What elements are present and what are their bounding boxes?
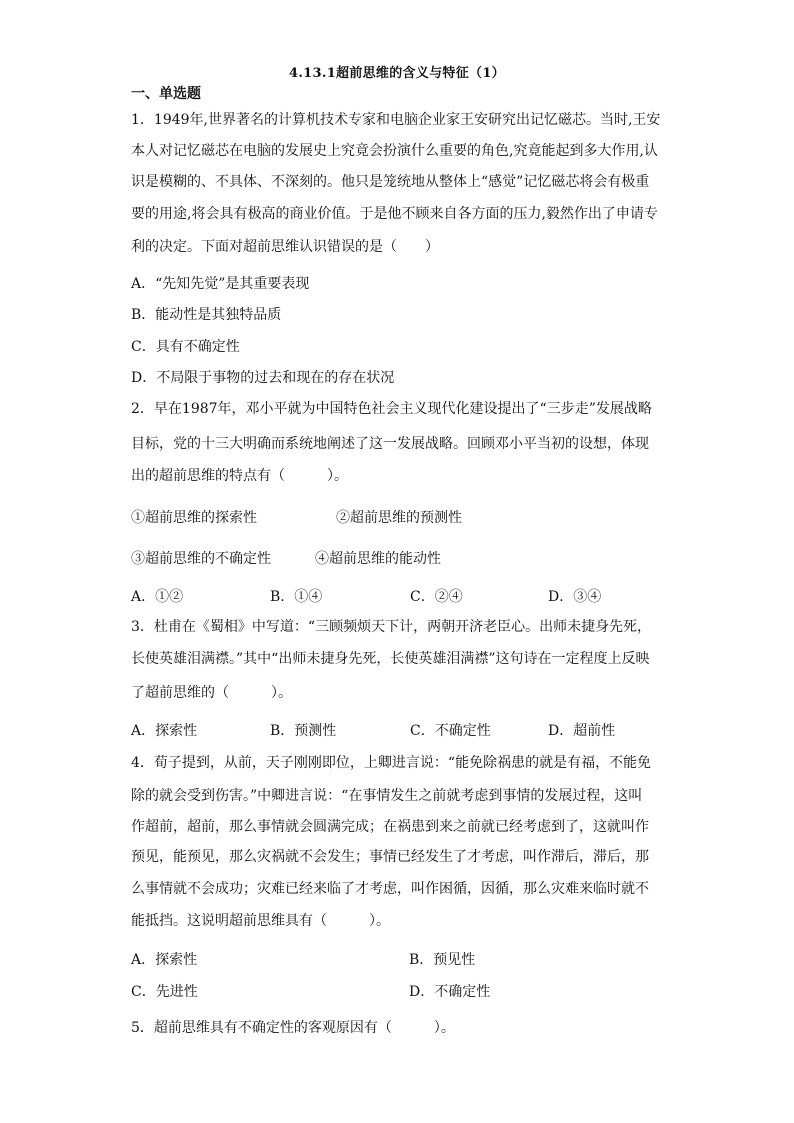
q3-stem-line: 3．杜甫在《蜀相》中写道：“三顾频烦天下计，两朝开济老臣心。出师未捷身先死，	[131, 619, 652, 635]
q2-option-d: D．③④	[548, 589, 602, 605]
q4-stem-line: 么事情就不会成功；灾难已经来临了才考虑，叫作困循，因循，那么灾难来临时就不	[131, 881, 649, 897]
q2-stem-line: 出的超前思维的特点有（ ）。	[131, 468, 348, 484]
q1-option-d: D．不局限于事物的过去和现在的存在状况	[131, 370, 395, 386]
q3-option-c: C．不确定性	[410, 723, 491, 739]
q5-stem-line: 5．超前思维具有不确定性的客观原因有（ ）。	[131, 1020, 455, 1036]
q2-item-1: ①超前思维的探索性	[131, 510, 257, 526]
q4-stem-line: 作超前，超前，那么事情就会圆满完成；在祸患到来之前就已经考虑到了，这就叫作	[131, 819, 649, 835]
q2-stem-line: 2．早在1987年，邓小平就为中国特色社会主义现代化建设提出了“三步走”发展战略	[131, 401, 652, 417]
q1-option-a: A．“先知先觉”是其重要表现	[131, 276, 310, 292]
q1-stem-line: 1．1949年,世界著名的计算机技术专家和电脑企业家王安研究出记忆磁芯。当时,王安	[131, 112, 661, 128]
q4-stem-line: 除的就会受到伤害。”中卿进言说：“在事情发生之前就考虑到事情的发展过程，这叫	[131, 788, 643, 804]
q3-stem-line: 了超前思维的（ ）。	[131, 685, 292, 701]
q2-option-a: A．①②	[131, 589, 184, 605]
q1-option-c: C．具有不确定性	[131, 339, 240, 355]
q4-stem-line: 4．荀子提到，从前，天子刚刚即位，上卿进言说：“能免除祸患的就是有福，不能免	[131, 755, 652, 771]
q4-stem-line: 能抵挡。这说明超前思维具有（ ）。	[131, 913, 390, 929]
q4-option-c: C．先进性	[131, 984, 198, 1000]
q2-option-c: C．②④	[410, 589, 463, 605]
q3-stem-line: 长使英雄泪满襟。”其中“出师未捷身先死，长使英雄泪满襟”这句诗在一定程度上反映	[131, 651, 650, 667]
q2-option-b: B．①④	[270, 589, 323, 605]
q3-option-d: D．超前性	[548, 723, 616, 739]
q4-option-d: D．不确定性	[409, 984, 491, 1000]
q4-stem-line: 预见，能预见，那么灾祸就不会发生；事情已经发生了才考虑，叫作滞后，滞后，那	[131, 849, 649, 865]
page-title: 4.13.1超前思维的含义与特征（1）	[289, 66, 505, 81]
section-heading: 一、单选题	[131, 86, 201, 102]
q3-option-a: A．探索性	[131, 723, 198, 739]
q3-option-b: B．预测性	[270, 723, 337, 739]
q1-stem-line: 本人对记忆磁芯在电脑的发展史上究竟会扮演什么重要的角色,究竟能起到多大作用,认	[131, 143, 658, 159]
q1-stem-line: 要的用途,将会具有极高的商业价值。于是他不顾来自各方面的压力,毅然作出了申请专	[131, 206, 658, 222]
q1-stem-line: 识是模糊的、不具体、不深刻的。他只是笼统地从整体上“感觉”记忆磁芯将会有极重	[131, 174, 650, 190]
q2-stem-line: 目标，党的十三大明确而系统地阐述了这一发展战略。回顾邓小平当初的设想，体现	[131, 436, 649, 452]
q4-option-a: A．探索性	[131, 952, 198, 968]
q1-option-b: B．能动性是其独特品质	[131, 307, 282, 323]
q1-stem-line: 利的决定。下面对超前思维认识错误的是（ ）	[131, 239, 439, 255]
q2-item-2: ②超前思维的预测性	[336, 510, 462, 526]
q4-option-b: B．预见性	[409, 952, 476, 968]
q2-item-3: ③超前思维的不确定性	[131, 551, 271, 567]
q2-item-4: ④超前思维的能动性	[315, 551, 441, 567]
